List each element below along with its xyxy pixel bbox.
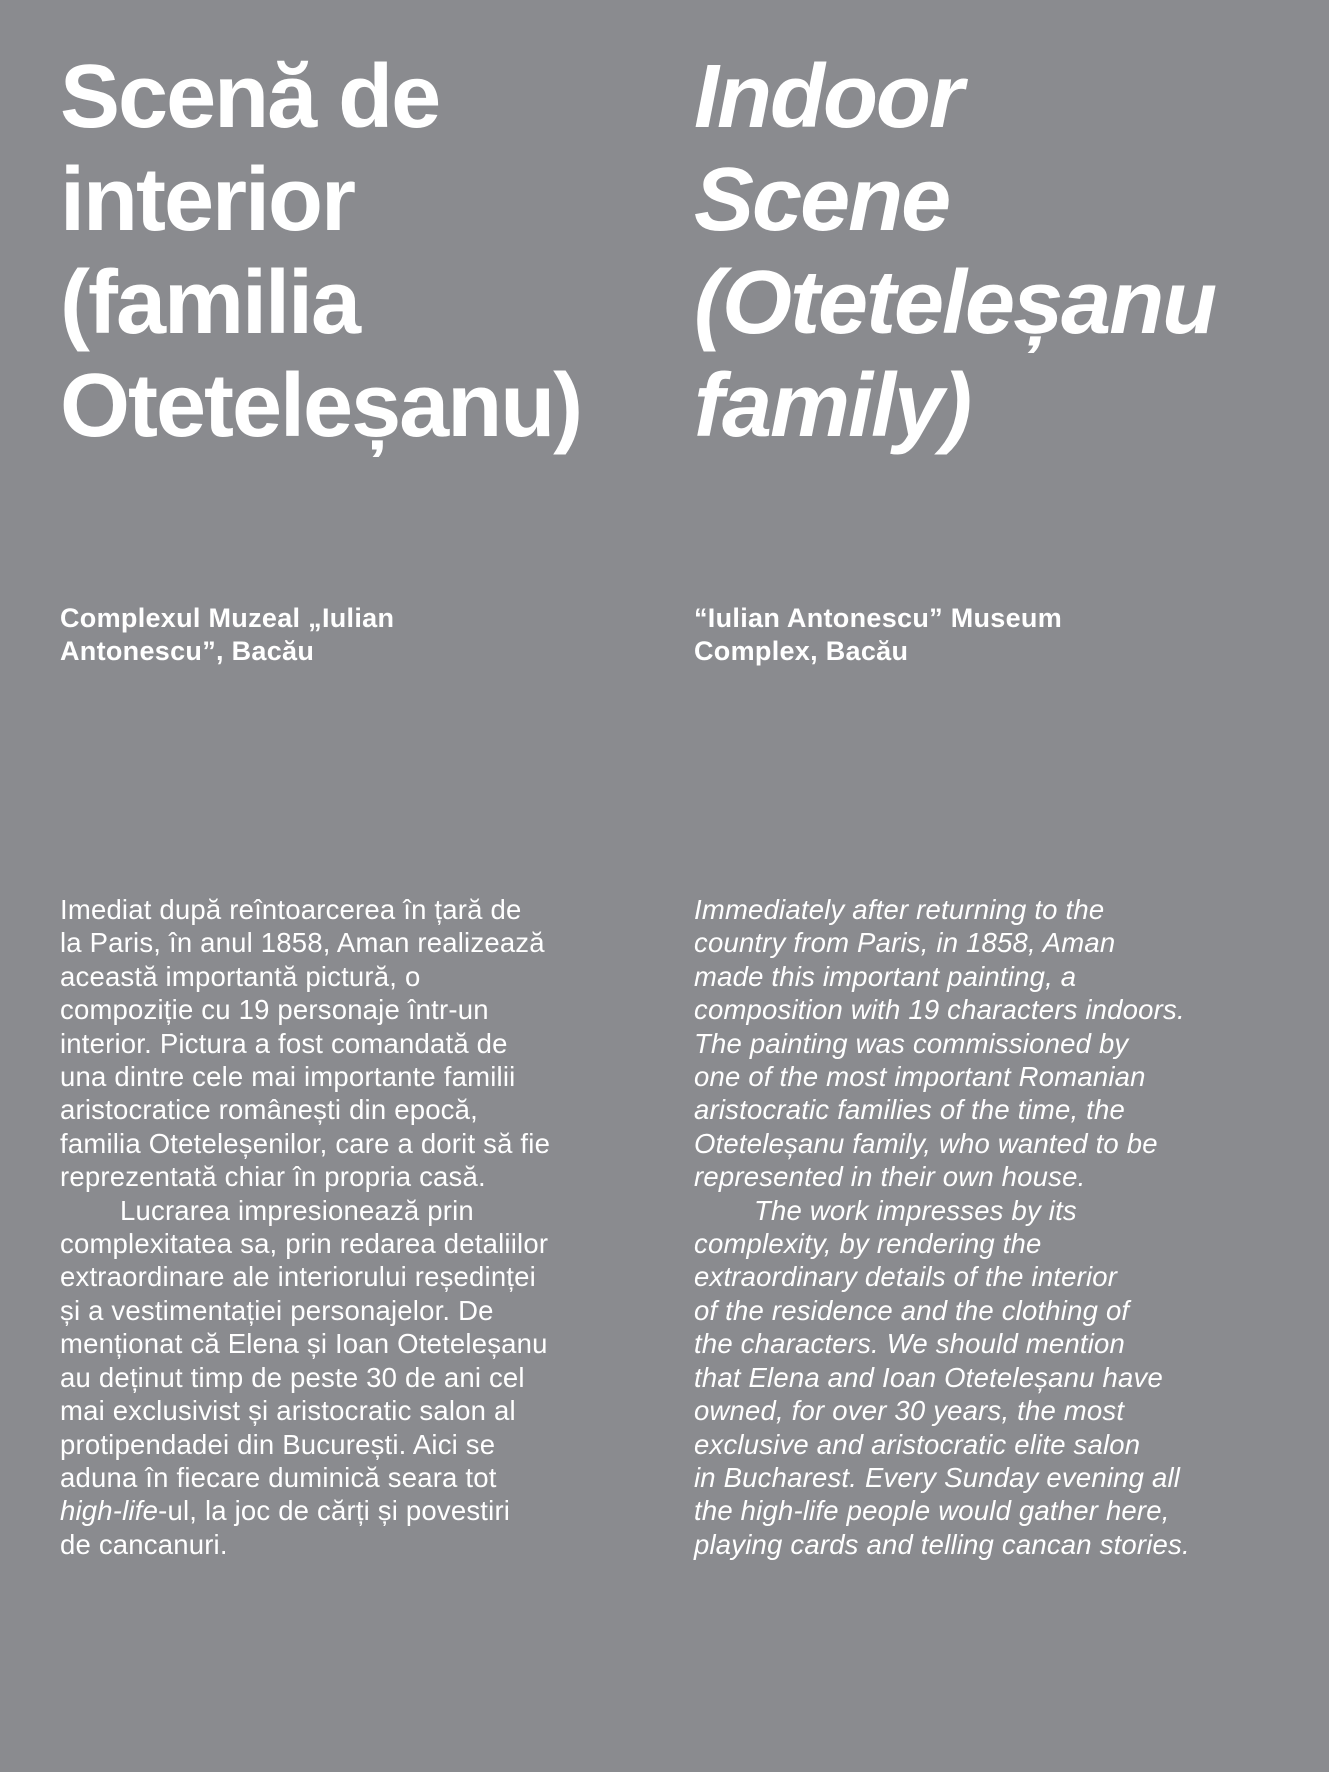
venue-line: Complexul Muzeal „Iulian <box>60 603 395 633</box>
title-line: Oteteleșanu) <box>60 356 582 456</box>
english-title <box>694 46 1215 458</box>
body-line: și a vestimentației personajelor. De <box>60 1294 494 1326</box>
body-line: in Bucharest. Every Sunday evening all <box>694 1461 1181 1493</box>
body-line: the high-life people would gather here, <box>694 1495 1170 1527</box>
body-line: exclusive and aristocratic elite salon <box>694 1428 1141 1460</box>
title-line: Indoor <box>694 47 962 147</box>
romanian-body <box>60 893 550 1561</box>
body-line: Oteteleșanu family, who wanted to be <box>694 1127 1158 1159</box>
body-line: complexity, by rendering the <box>694 1228 1042 1260</box>
body-line: of the residence and the clothing of <box>694 1294 1130 1326</box>
body-line: that Elena and Ioan Oteteleșanu have <box>694 1361 1163 1393</box>
romanian-venue <box>60 602 394 668</box>
body-line: extraordinare ale interiorului reședinței <box>60 1261 536 1293</box>
title-line: family) <box>694 356 971 456</box>
body-line: una dintre cele mai importante familii <box>60 1061 516 1093</box>
body-line: au deținut timp de peste 30 de ani cel <box>60 1361 525 1393</box>
body-line: composition with 19 characters indoors. <box>694 994 1185 1026</box>
venue-line: Complex, Bacău <box>694 636 909 666</box>
body-line <box>60 1494 550 1527</box>
body-line: aristocratic families of the time, the <box>694 1094 1125 1126</box>
body-line: familia Oteteleșenilor, care a dorit să fie <box>60 1127 551 1159</box>
body-line: the characters. We should mention <box>694 1328 1126 1360</box>
body-line: Immediately after returning to the <box>694 894 1105 925</box>
body-line: interior. Pictura a fost comandată de <box>60 1027 508 1059</box>
body-line: represented in their own house. <box>694 1161 1086 1193</box>
body-line: The painting was commissioned by <box>694 1027 1129 1059</box>
title-line: (Oteteleșanu <box>694 253 1216 353</box>
body-line: mai exclusivist și aristocratic salon al <box>60 1395 516 1427</box>
body-line: protipendadei din București. Aici se <box>60 1428 496 1460</box>
body-line: Imediat după reîntoarcerea în țară de <box>60 894 522 925</box>
venue-line: Antonescu”, Bacău <box>60 636 315 666</box>
body-line: menționat că Elena și Ioan Oteteleșanu <box>60 1328 548 1360</box>
body-line: The work impresses by its <box>754 1194 1077 1226</box>
body-line: aduna în fiecare duminică seara tot <box>60 1461 497 1493</box>
body-line: country from Paris, in 1858, Aman <box>694 927 1116 959</box>
title-line: Scenă de <box>60 47 440 147</box>
body-line: reprezentată chiar în propria casă. <box>60 1161 486 1193</box>
body-line: owned, for over 30 years, the most <box>694 1395 1125 1427</box>
body-line: la Paris, în anul 1858, Aman realizează <box>60 927 545 959</box>
body-line-rest: -ul, la joc de cărți și povestiri <box>158 1495 511 1527</box>
body-line: extraordinary details of the interior <box>694 1261 1118 1293</box>
title-line: (familia <box>60 253 360 353</box>
venue-line: “Iulian Antonescu” Museum <box>694 603 1063 633</box>
italic-term: high-life <box>60 1495 159 1527</box>
english-venue <box>694 602 1062 668</box>
title-line: interior <box>60 150 355 250</box>
body-line: one of the most important Romanian <box>694 1061 1146 1093</box>
body-line: de cancanuri. <box>60 1528 228 1560</box>
romanian-title <box>60 46 581 458</box>
title-line: Scene <box>694 150 950 250</box>
body-line: playing cards and telling cancan stories. <box>694 1528 1190 1560</box>
body-line: Lucrarea impresionează prin <box>120 1194 474 1226</box>
english-body <box>694 893 1190 1561</box>
body-line: compoziție cu 19 personaje într-un <box>60 994 489 1026</box>
body-line: această importantă pictură, o <box>60 960 421 992</box>
body-line: complexitatea sa, prin redarea detaliilor <box>60 1228 549 1260</box>
body-line: made this important painting, a <box>694 960 1077 992</box>
body-line: aristocratice românești din epocă, <box>60 1094 478 1126</box>
